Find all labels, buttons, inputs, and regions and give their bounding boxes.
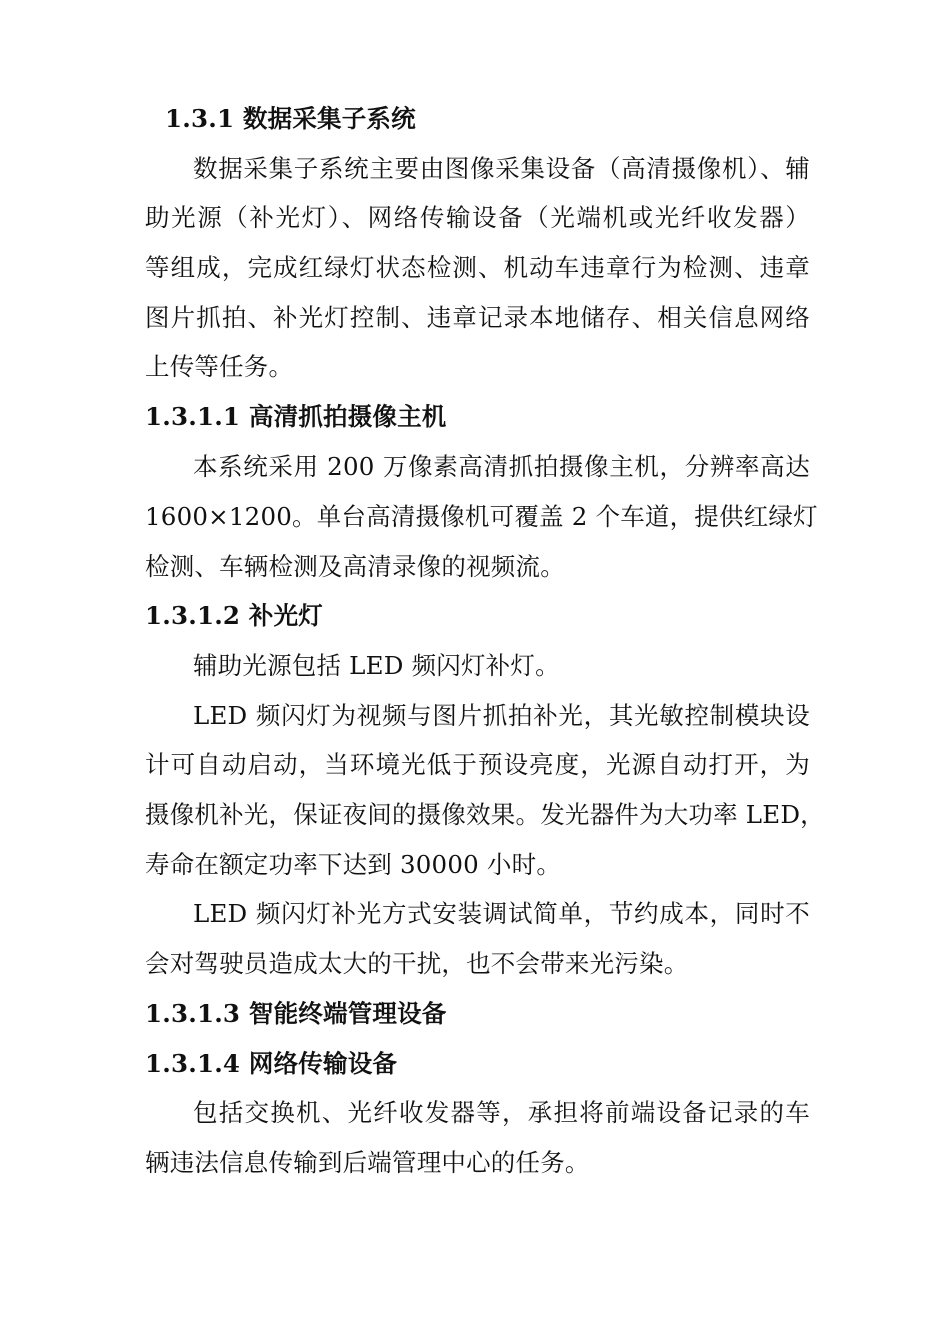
paragraph-line: 等组成，完成红绿灯状态检测、机动车违章行为检测、违章: [145, 253, 810, 282]
paragraph-line: LED 频闪灯补光方式安装调试简单，节约成本，同时不: [193, 899, 810, 928]
paragraph-line: 会对驾驶员造成太大的干扰，也不会带来光污染。: [145, 949, 689, 978]
paragraph-line: 上传等任务。: [145, 352, 294, 381]
section-heading-1-3-1-3: 1.3.1.3 智能终端管理设备: [145, 999, 447, 1028]
paragraph-line: 检测、车辆检测及高清录像的视频流。: [145, 552, 565, 581]
paragraph-line: 包括交换机、光纤收发器等，承担将前端设备记录的车: [193, 1098, 810, 1127]
paragraph-line: 1600×1200。单台高清摄像机可覆盖 2 个车道，提供红绿灯: [145, 502, 818, 531]
paragraph-line: 图片抓拍、补光灯控制、违章记录本地储存、相关信息网络: [145, 303, 810, 332]
paragraph-line: 寿命在额定功率下达到 30000 小时。: [145, 850, 562, 879]
paragraph-line: LED 频闪灯为视频与图片抓拍补光，其光敏控制模块设: [193, 701, 810, 730]
paragraph-line: 助光源（补光灯）、网络传输设备（光端机或光纤收发器）: [145, 203, 810, 232]
section-heading-1-3-1: 1.3.1 数据采集子系统: [165, 104, 416, 133]
paragraph-line: 数据采集子系统主要由图像采集设备（高清摄像机）、辅: [193, 154, 810, 183]
paragraph-line: 摄像机补光，保证夜间的摄像效果。发光器件为大功率 LED，: [145, 800, 825, 829]
section-heading-1-3-1-2: 1.3.1.2 补光灯: [145, 601, 324, 630]
section-heading-1-3-1-4: 1.3.1.4 网络传输设备: [145, 1049, 398, 1078]
paragraph-line: 辅助光源包括 LED 频闪灯补灯。: [193, 651, 560, 680]
paragraph-line: 计可自动启动，当环境光低于预设亮度，光源自动打开，为: [145, 750, 810, 779]
paragraph-line: 本系统采用 200 万像素高清抓拍摄像主机，分辨率高达: [193, 452, 810, 481]
section-heading-1-3-1-1: 1.3.1.1 高清抓拍摄像主机: [145, 402, 447, 431]
paragraph-line: 辆违法信息传输到后端管理中心的任务。: [145, 1148, 590, 1177]
